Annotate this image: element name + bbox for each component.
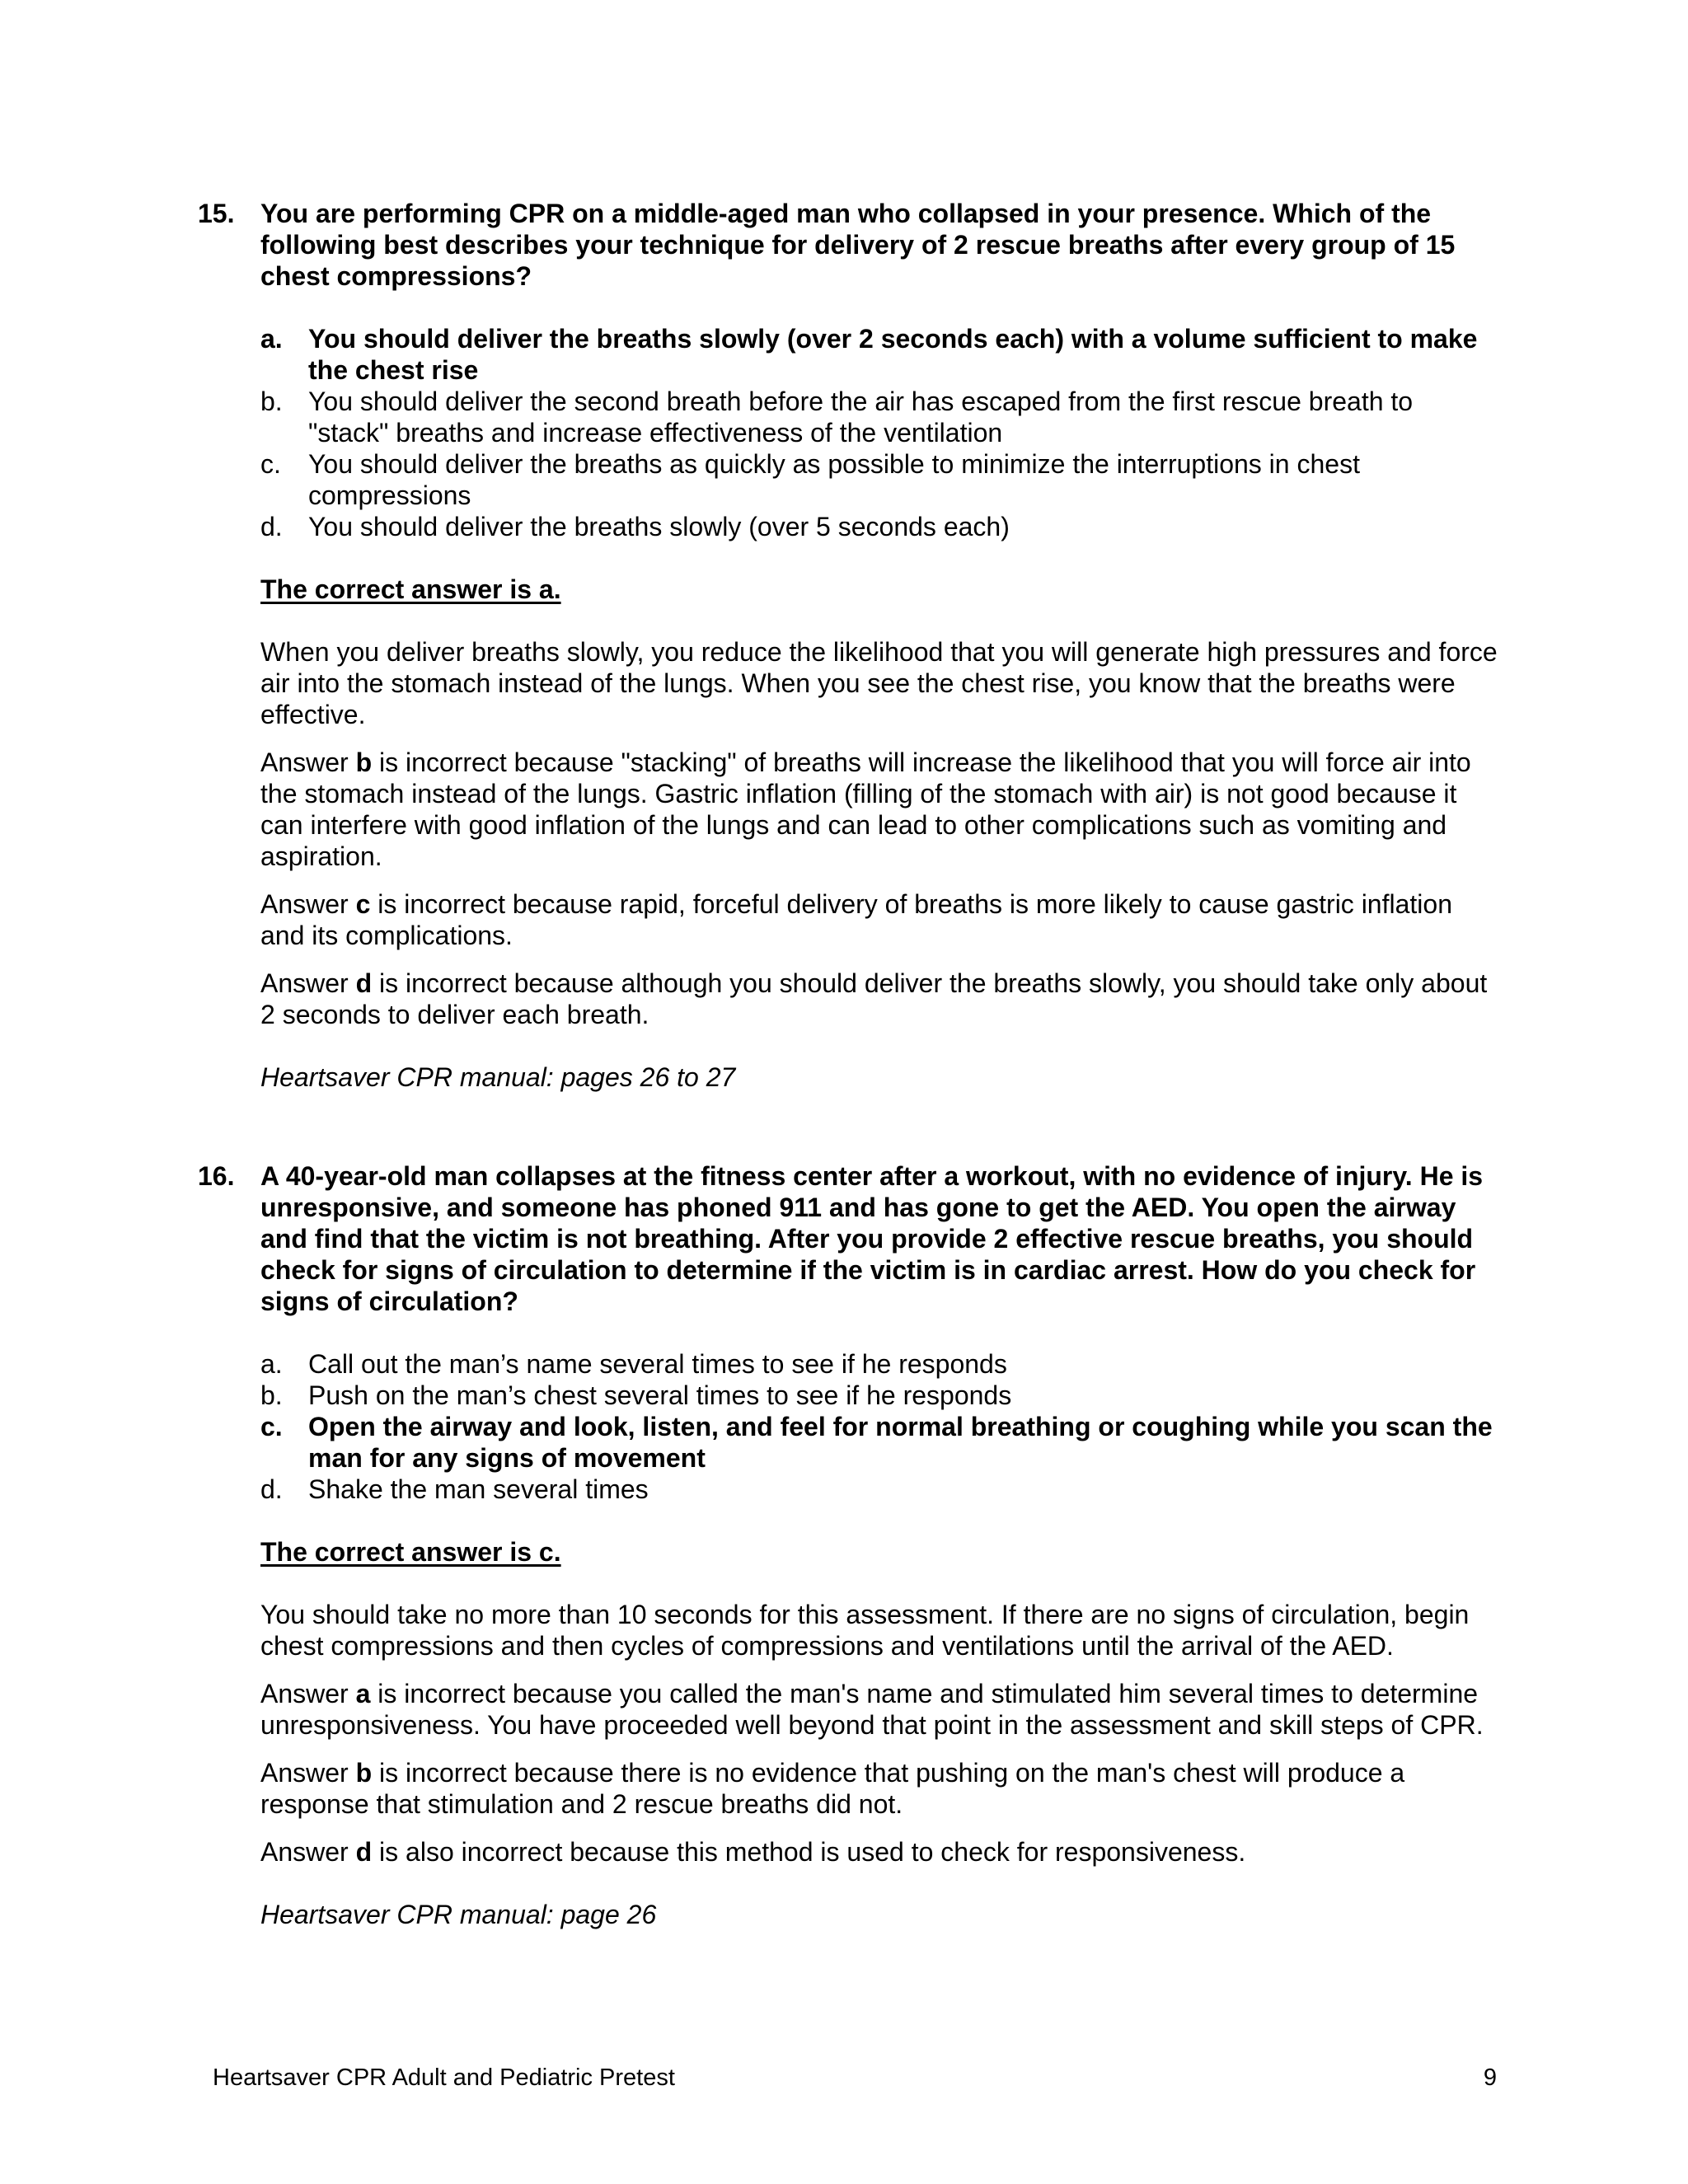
question-stem (198, 1160, 1500, 1317)
option-d (260, 1474, 1500, 1505)
explanation-paragraph: When you deliver breaths slowly, you reduce the likelihood that you will generate high pressures and force air into the stomach instead of the lungs. When you see the chest rise, you know that the breaths were effective. (260, 637, 1498, 729)
correct-answer-heading: The correct answer is a. (260, 574, 561, 604)
incorrect-explanation-d (260, 968, 1500, 1030)
answer-prefix: Answer (260, 748, 356, 777)
option-text: Open the airway and look, listen, and feel for normal breathing or coughing while you scan the man for any signs of movement (308, 1412, 1493, 1473)
option-letter: d. (260, 512, 283, 541)
question-text: You are performing CPR on a middle-aged man who collapsed in your presence. Which of the following best describes your technique for delivery of 2 rescue breaths after every group of 15 chest compressions? (260, 199, 1456, 291)
option-text: You should deliver the breaths slowly (over 5 seconds each) (308, 512, 1010, 541)
option-letter: b. (260, 1380, 283, 1410)
answer-letter: d (355, 968, 373, 998)
incorrect-explanation-c (260, 888, 1500, 951)
option-letter: a. (260, 324, 283, 354)
incorrect-explanation-b (260, 747, 1500, 872)
option-b (260, 1380, 1500, 1411)
incorrect-explanation-a (260, 1678, 1500, 1741)
option-c (260, 1411, 1500, 1474)
question-number: 16. (198, 1161, 235, 1191)
answer-letter: b (355, 1758, 373, 1788)
answer-prefix: Answer (260, 1679, 356, 1708)
answer-letter: c (355, 889, 371, 919)
answer-prefix: Answer (260, 889, 356, 919)
option-letter: c. (260, 449, 281, 479)
option-letter: b. (260, 387, 283, 416)
manual-reference: Heartsaver CPR manual: page 26 (260, 1900, 657, 1929)
option-d (260, 511, 1500, 542)
answer-reason: is also incorrect because this method is used to check for responsiveness. (372, 1837, 1246, 1867)
answer-options (260, 1348, 1500, 1505)
correct-answer-heading: The correct answer is c. (260, 1537, 561, 1567)
option-letter: d. (260, 1474, 283, 1504)
incorrect-explanation-d (260, 1836, 1500, 1868)
option-text: You should deliver the second breath before the air has escaped from the first rescue breath to "stack" breaths and increase effectiveness of the ventilation (308, 387, 1414, 448)
answer-prefix: Answer (260, 1837, 356, 1867)
option-b (260, 386, 1500, 448)
option-c (260, 448, 1500, 511)
answer-letter: d (355, 1837, 373, 1867)
incorrect-explanation-b (260, 1757, 1500, 1820)
option-text: Call out the man’s name several times to see if he responds (308, 1349, 1007, 1379)
question-text: A 40-year-old man collapses at the fitness center after a workout, with no evidence of injury. He is unresponsive, and someone has phoned 911 and has gone to get the AED. You open the airway and find that the victim is not breathing. After you provide 2 effective rescue breaths, you should check for signs of circulation to determine if the victim is in cardiac arrest. How do you check for signs of circulation? (260, 1161, 1484, 1316)
option-a (260, 323, 1500, 386)
answer-prefix: Answer (260, 1758, 356, 1788)
answer-reason: is incorrect because rapid, forceful delivery of breaths is more likely to cause gastric inflation and its complications. (260, 889, 1452, 950)
answer-prefix: Answer (260, 968, 356, 998)
option-text: You should deliver the breaths as quickly as possible to minimize the interruptions in chest compressions (308, 449, 1360, 510)
answer-letter: b (355, 748, 373, 777)
question-16 (198, 1160, 1500, 1930)
option-text: You should deliver the breaths slowly (over 2 seconds each) with a volume sufficient to make the chest rise (308, 324, 1478, 385)
option-text: Shake the man several times (308, 1474, 649, 1504)
option-a (260, 1348, 1500, 1380)
question-15 (198, 198, 1500, 1093)
footer-title: Heartsaver CPR Adult and Pediatric Pretest (213, 2064, 675, 2091)
explanation-paragraph: You should take no more than 10 seconds for this assessment. If there are no signs of circulation, begin chest compressions and then cycles of compressions and ventilations until the arrival of the AED. (260, 1600, 1470, 1661)
answer-reason: is incorrect because you called the man's name and stimulated him several times to determine unresponsiveness. You have proceeded well beyond that point in the assessment and skill steps of CPR. (260, 1679, 1484, 1740)
option-letter: c. (260, 1412, 283, 1441)
page-number: 9 (1483, 2064, 1497, 2091)
answer-reason: is incorrect because "stacking" of breaths will increase the likelihood that you will force air into the stomach instead of the lungs. Gastric inflation (filling of the stomach with air) is not good because it can interfere with good inflation of the lungs and can lead to other complications such as vomiting and aspiration. (260, 748, 1471, 871)
answer-options (260, 323, 1500, 542)
answer-letter: a (355, 1679, 371, 1708)
answer-reason: is incorrect because there is no evidence that pushing on the man's chest will produce a response that stimulation and 2 rescue breaths did not. (260, 1758, 1405, 1819)
answer-reason: is incorrect because although you should deliver the breaths slowly, you should take only about 2 seconds to deliver each breath. (260, 968, 1488, 1029)
question-stem (198, 198, 1500, 292)
option-letter: a. (260, 1349, 283, 1379)
manual-reference: Heartsaver CPR manual: pages 26 to 27 (260, 1062, 736, 1092)
question-number: 15. (198, 199, 235, 228)
option-text: Push on the man’s chest several times to see if he responds (308, 1380, 1012, 1410)
